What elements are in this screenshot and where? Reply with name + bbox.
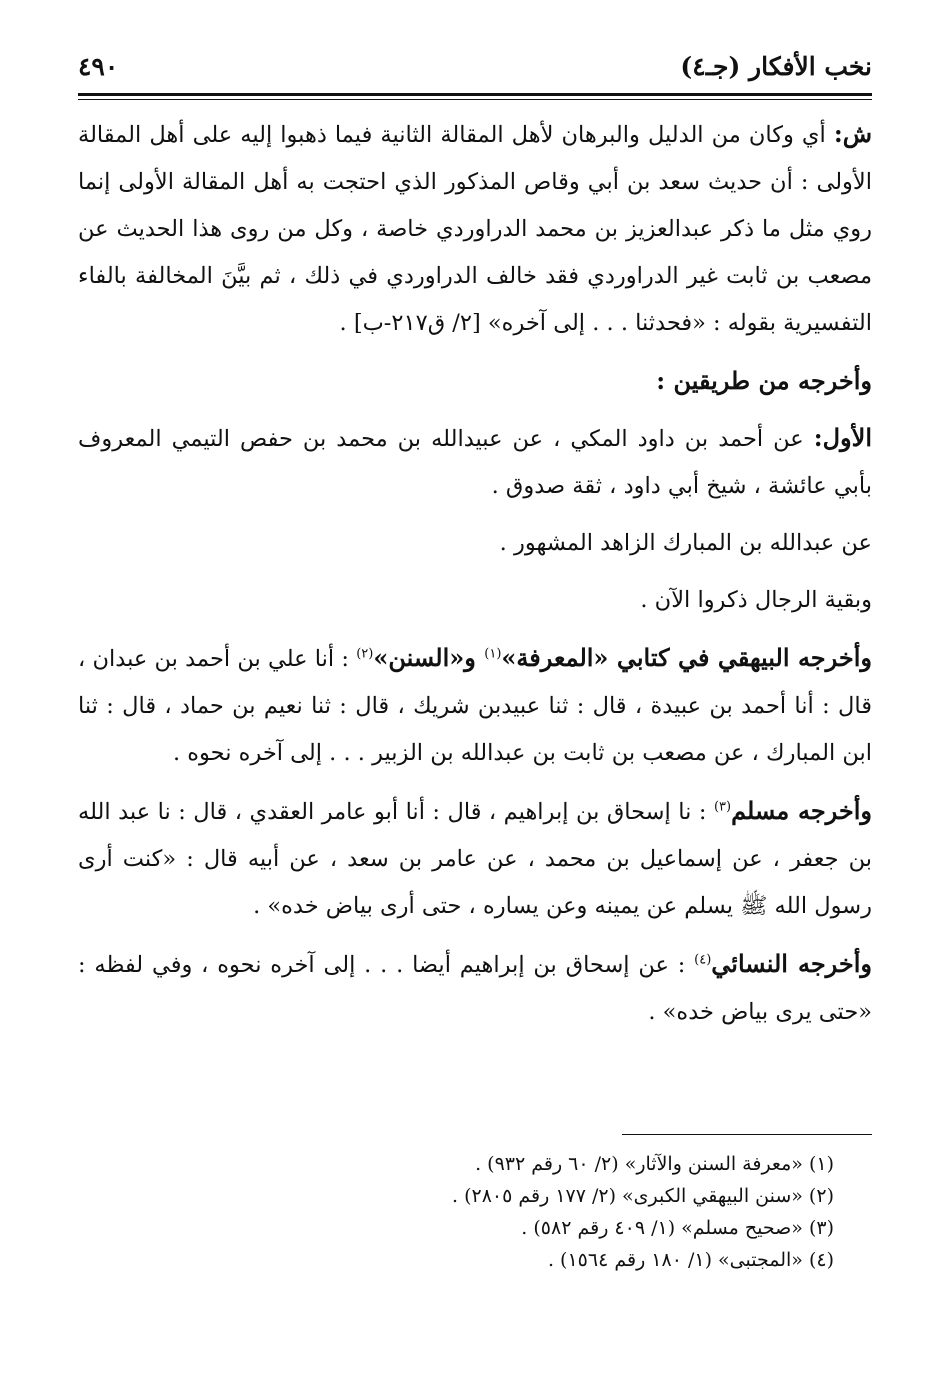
paragraph-label: الأول:: [813, 423, 872, 452]
footnote-separator: [622, 1134, 872, 1135]
paragraph-label: وأخرجه مسلم: [731, 796, 872, 825]
paragraph-text: : نا إسحاق بن إبراهيم ، قال : أنا أبو عامر العقدي ، قال : نا عبد الله بن جعفر ، عن إسماعيل بن محمد ، عن عامر بن سعد ، عن أبيه قال : «كنت أرى رسول الله ﷺ يسلم عن يمينه وعن يساره ، حتى أرى بياض خده» .: [78, 799, 872, 919]
paragraph-label: و«السنن»: [373, 643, 485, 672]
footnote-item: (١) «معرفة السنن والآثار» (٢/ ٦٠ رقم ٩٣٢) .: [475, 1153, 834, 1175]
paragraph-label: وأخرجه البيهقي في كتابي «المعرفة»: [501, 643, 872, 672]
main-text: [78, 110, 872, 1046]
paragraph-text: أي وكان من الدليل والبرهان لأهل المقالة الثانية فيما ذهبوا إليه على أهل المقالة الأولى : أن حديث سعد بن أبي وقاص المذكور الذي احتجت به أهل المقالة الأولى إنما روي مثل ما ذكر عبدالعزيز بن محمد الدراوردي خاصة ، وكل من روى هذا الحديث عن مصعب بن ثابت غير الدراوردي فقد خالف الدراوردي في ذلك ، ثم بيَّنَ المخالفة بالفاء التفسيرية بقوله : «فحدثنا . . . إلى آخره» [٢/ ق٢١٧-ب] .: [78, 122, 872, 336]
paragraph-text: : عن إسحاق بن إبراهيم أيضا . . . إلى آخره نحوه ، وفي لفظه : «حتى يرى بياض خده» .: [78, 952, 872, 1025]
footnote-ref[interactable]: (١): [484, 646, 502, 662]
footnote-item: (٣) «صحيح مسلم» (١/ ٤٠٩ رقم ٥٨٢) .: [521, 1217, 834, 1239]
footnote-item: (٤) «المجتبى» (١/ ١٨٠ رقم ١٥٦٤) .: [547, 1249, 834, 1271]
section-heading: وأخرجه من طريقين :: [656, 366, 872, 395]
page-number: ٤٩٠: [78, 51, 119, 81]
paragraph-commentary: [78, 110, 872, 347]
header-rule: [78, 93, 872, 100]
paragraph-first-route: [78, 414, 872, 510]
paragraph-muslim: [78, 787, 872, 930]
paragraph-narrator: عن عبدالله بن المبارك الزاهد المشهور .: [499, 530, 872, 556]
paragraph-bayhaqi: [78, 634, 872, 777]
footnote-ref[interactable]: (٤): [694, 952, 712, 968]
paragraph-nasai: [78, 940, 872, 1036]
paragraph-remaining: وبقية الرجال ذكروا الآن .: [640, 587, 872, 613]
footnote-ref[interactable]: (٣): [713, 799, 732, 815]
book-title: نخب الأفكار (جـ٤): [680, 51, 872, 81]
paragraph-text: : أنا علي بن أحمد بن عبدان ، قال : أنا أحمد بن عبيدة ، قال : ثنا عبيدبن شريك ، قال : ثنا نعيم بن حماد ، قال : ثنا ابن المبارك ، عن مصعب بن ثابت بن عبدالله بن الزبير . . . إلى آخره نحوه .: [78, 646, 872, 766]
paragraph-label: ش:: [833, 119, 872, 148]
footnote-item: (٢) «سنن البيهقي الكبرى» (٢/ ١٧٧ رقم ٢٨٠٥) .: [452, 1185, 834, 1207]
footnotes: [78, 1148, 834, 1276]
page-header: [78, 40, 872, 92]
footnote-ref[interactable]: (٢): [356, 646, 374, 662]
paragraph-text: عن أحمد بن داود المكي ، عن عبيدالله بن محمد بن حفص التيمي المعروف بأبي عائشة ، شيخ أبي داود ، ثقة صدوق .: [78, 426, 872, 499]
paragraph-label: وأخرجه النسائي: [711, 949, 872, 978]
